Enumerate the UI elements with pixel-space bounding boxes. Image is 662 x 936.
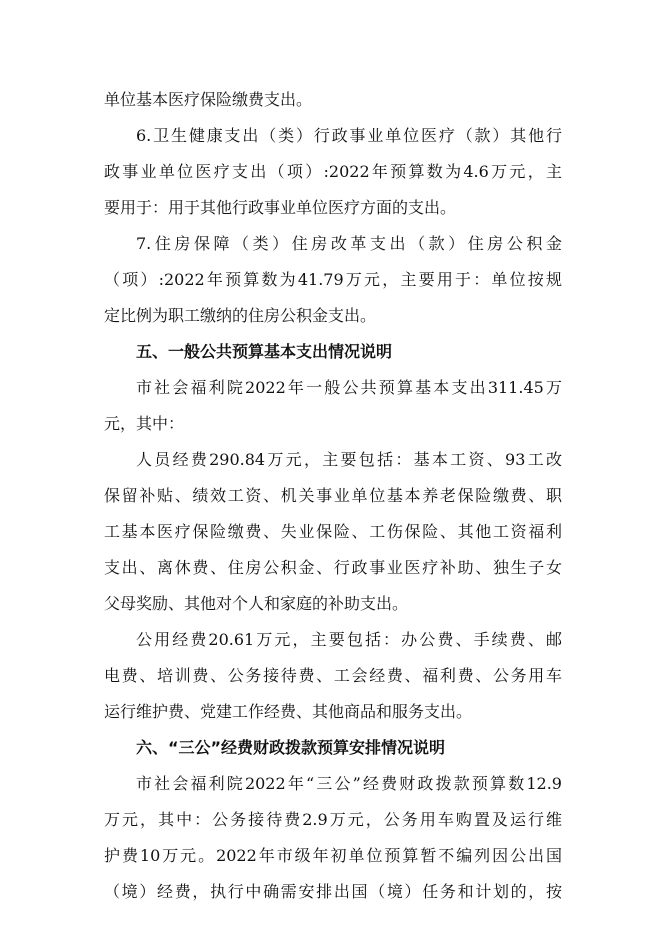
paragraph-line: 护费10万元。2022年市级年初单位预算暂不编列因公出国 <box>104 846 562 865</box>
paragraph-line: （境）经费，执行中确需安排出国（境）任务和计划的，按 <box>104 882 562 901</box>
paragraph-line: 市社会福利院2022年一般公共预算基本支出311.45万 <box>136 378 562 397</box>
paragraph-line: 人员经费290.84万元，主要包括：基本工资、93工改 <box>136 450 562 469</box>
paragraph-line: 电费、培训费、公务接待费、工会经费、福利费、公务用车 <box>104 666 562 685</box>
paragraph-line: 定比例为职工缴纳的住房公积金支出。 <box>104 306 377 325</box>
paragraph-line: 7.住房保障（类）住房改革支出（款）住房公积金 <box>136 234 562 253</box>
paragraph-line: 元，其中： <box>104 414 185 433</box>
paragraph-line: 父母奖励、其他对个人和家庭的补助支出。 <box>104 594 409 613</box>
paragraph-line: 市社会福利院2022年“三公”经费财政拨款预算数12.9 <box>136 774 562 793</box>
paragraph-line: （项）:2022年预算数为41.79万元，主要用于：单位按规 <box>104 270 562 289</box>
paragraph-line: 保留补贴、绩效工资、机关事业单位基本养老保险缴费、职 <box>104 486 562 505</box>
paragraph-line: 6.卫生健康支出（类）行政事业单位医疗（款）其他行 <box>136 126 562 145</box>
paragraph-line: 单位基本医疗保险缴费支出。 <box>104 90 313 109</box>
paragraph-line: 政事业单位医疗支出（项）:2022年预算数为4.6万元，主 <box>104 162 562 181</box>
section-heading: 六、“三公”经费财政拨款预算安排情况说明 <box>136 738 446 757</box>
paragraph-line: 要用于：用于其他行政事业单位医疗方面的支出。 <box>104 198 457 217</box>
paragraph-line: 公用经费20.61万元，主要包括：办公费、手续费、邮 <box>136 630 562 649</box>
paragraph-line: 运行维护费、党建工作经费、其他商品和服务支出。 <box>104 702 473 721</box>
paragraph-line: 支出、离休费、住房公积金、行政事业医疗补助、独生子女 <box>104 558 562 577</box>
section-heading: 五、一般公共预算基本支出情况说明 <box>136 342 393 361</box>
paragraph-line: 万元，其中：公务接待费2.9万元，公务用车购置及运行维 <box>104 810 562 829</box>
paragraph-line: 工基本医疗保险缴费、失业保险、工伤保险、其他工资福利 <box>104 522 562 541</box>
